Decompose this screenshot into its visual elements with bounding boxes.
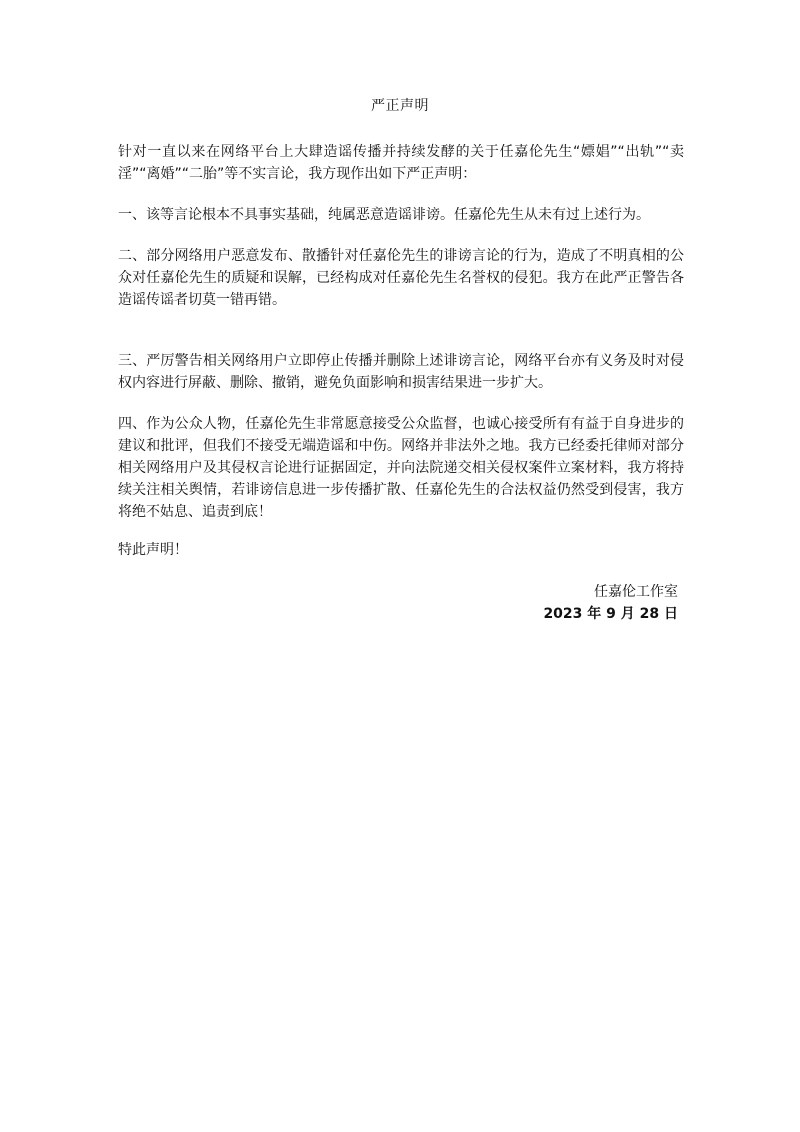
intro-paragraph: 针对一直以来在网络平台上大肆造谣传播并持续发酵的关于任嘉伦先生“嫖娼”“出轨”“卖淫”“离婚”“二胎”等不实言论，我方现作出如下严正声明： bbox=[118, 144, 684, 182]
signature-organization: 任嘉伦工作室 bbox=[594, 584, 678, 600]
statement-point-1: 一、该等言论根本不具事实基础，纯属恶意造谣诽谤。任嘉伦先生从未有过上述行为。 bbox=[118, 207, 650, 223]
closing-line: 特此声明！ bbox=[118, 542, 188, 558]
statement-point-4: 四、作为公众人物，任嘉伦先生非常愿意接受公众监督，也诚心接受所有有益于自身进步的建议和批评，但我们不接受无端造谣和中伤。网络并非法外之地。我方已经委托律师对部分相关网络用户及其侵权言论进行证据固定，并向法院递交相关侵权案件立案材料，我方将持续关注相关舆情，若诽谤信息进一步传播扩散、任嘉伦先生的合法权益仍然受到侵害，我方将绝不姑息、追责到底！ bbox=[118, 416, 684, 520]
signature-date: 2023 年 9 月 28 日 bbox=[543, 606, 678, 622]
statement-point-2: 二、部分网络用户恶意发布、散播针对任嘉伦先生的诽谤言论的行为，造成了不明真相的公众对任嘉伦先生的质疑和误解，已经构成对任嘉伦先生名誉权的侵犯。我方在此严正警告各造谣传谣者切莫一错再错。 bbox=[118, 248, 684, 308]
document-title: 严正声明 bbox=[371, 98, 429, 114]
statement-point-3: 三、严厉警告相关网络用户立即停止传播并删除上述诽谤言论，网络平台亦有义务及时对侵权内容进行屏蔽、删除、撤销，避免负面影响和损害结果进一步扩大。 bbox=[118, 353, 684, 391]
